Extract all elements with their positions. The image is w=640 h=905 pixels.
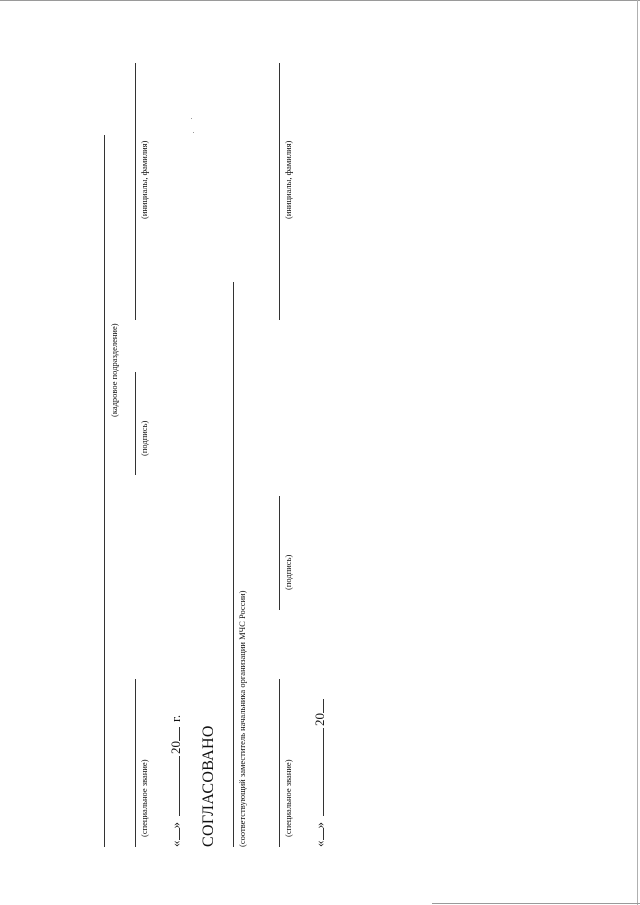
zvanie-caption-2: (специальное звание) bbox=[283, 759, 293, 837]
podpis-caption-2: (подпись) bbox=[283, 554, 293, 590]
date-field-2 bbox=[312, 699, 326, 847]
podpis-line-2 bbox=[279, 496, 280, 610]
date-field-1 bbox=[168, 715, 182, 847]
podpis-caption-1: (подпись) bbox=[139, 420, 149, 456]
date-quote-open-1: « bbox=[168, 840, 183, 847]
scan-speck bbox=[191, 118, 192, 119]
year-blank-2 bbox=[312, 699, 324, 713]
month-blank-2 bbox=[312, 728, 324, 816]
day-blank-1 bbox=[168, 829, 180, 841]
inicialy-line-2 bbox=[279, 63, 280, 320]
kadrovoe-caption: (кадровое подразделение) bbox=[109, 323, 119, 417]
inicialy-line-1 bbox=[135, 63, 136, 320]
inicialy-caption-2: (инициалы, фамилия) bbox=[283, 140, 293, 219]
day-blank-2 bbox=[312, 829, 324, 841]
date-quote-close-2: » bbox=[312, 822, 327, 829]
year-suffix-1: г. bbox=[168, 714, 183, 722]
zvanie-caption-1: (специальное звание) bbox=[139, 759, 149, 837]
kadrovoe-line bbox=[104, 135, 105, 847]
year-prefix-2: 20 bbox=[312, 713, 327, 726]
year-prefix-1: 20 bbox=[168, 741, 183, 754]
podpis-line-1 bbox=[135, 372, 136, 475]
zvanie-line-2 bbox=[279, 679, 280, 847]
date-quote-close-1: » bbox=[168, 822, 183, 829]
scan-speck bbox=[193, 132, 194, 133]
position-caption: (соответствующий заместитель начальника организации МЧС России) bbox=[237, 590, 247, 847]
month-blank-1 bbox=[168, 756, 180, 816]
year-blank-1 bbox=[168, 727, 180, 741]
position-line bbox=[233, 282, 234, 847]
inicialy-caption-1: (инициалы, фамилия) bbox=[139, 140, 149, 219]
soglasovano-heading: СОГЛАСОВАНО bbox=[200, 725, 217, 847]
zvanie-line-1 bbox=[135, 679, 136, 847]
date-quote-open-2: « bbox=[312, 840, 327, 847]
